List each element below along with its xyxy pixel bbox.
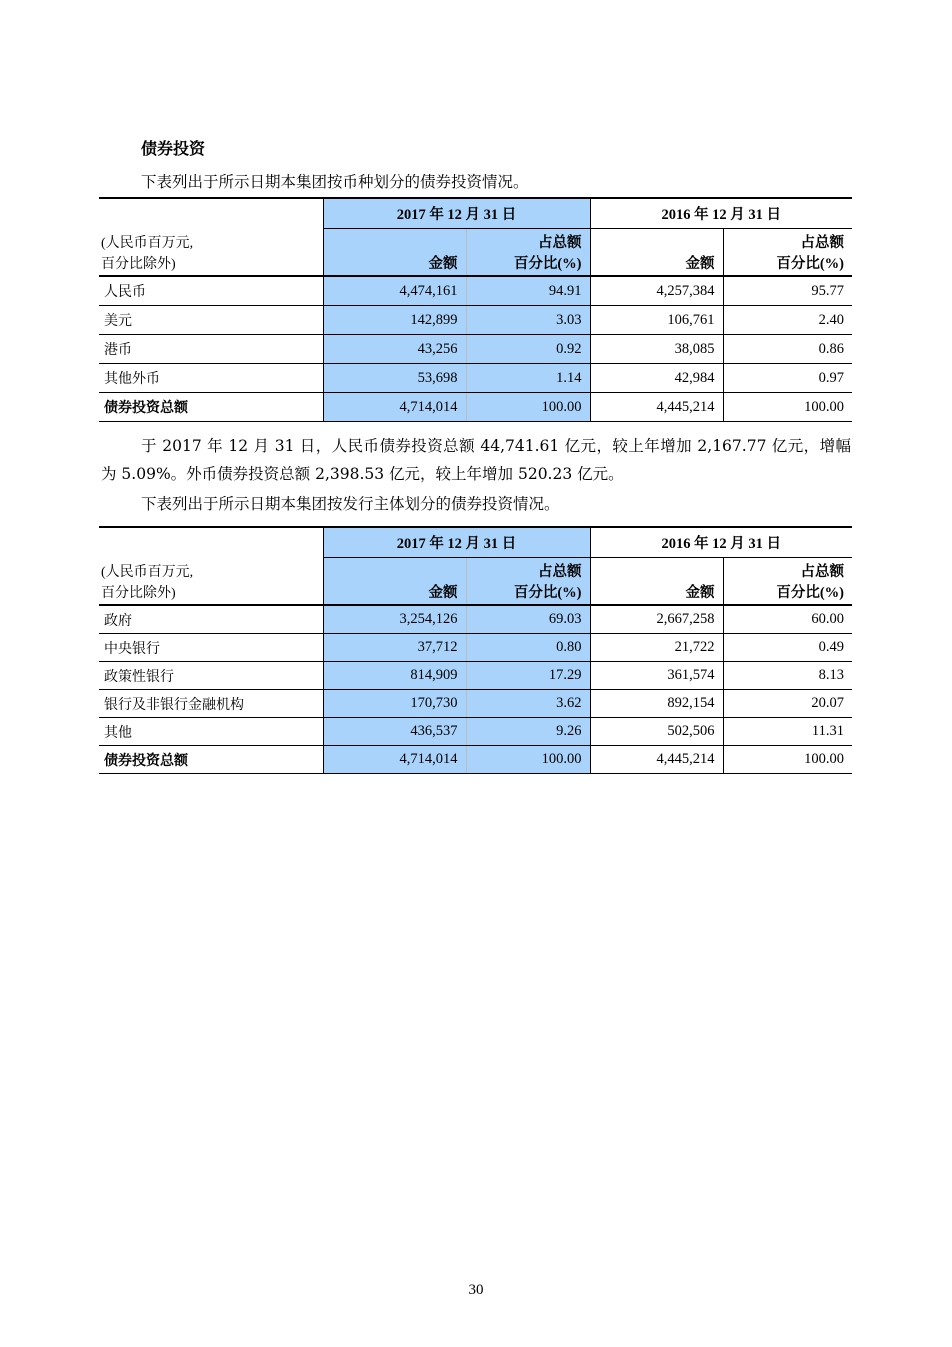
amount-2016-cell: 38,085 xyxy=(590,335,723,364)
currency-table-header xyxy=(99,198,852,276)
pct-2017-cell: 17.29 xyxy=(466,662,590,690)
pct-2017-cell: 100.00 xyxy=(466,746,590,774)
table-row xyxy=(99,605,852,634)
unit-note-line1: (人民币百万元, xyxy=(101,565,194,580)
amount-2016-cell: 502,506 xyxy=(590,718,723,746)
pct-2017-cell: 94.91 xyxy=(466,276,590,306)
pct-2016-cell: 95.77 xyxy=(723,276,852,306)
pct-2017-cell: 3.03 xyxy=(466,306,590,335)
table-row xyxy=(99,335,852,364)
table2-intro: 下表列出于所示日期本集团按发行主体划分的债券投资情况。 xyxy=(141,495,560,513)
currency-bond-table xyxy=(99,197,852,422)
amount-2017-cell: 37,712 xyxy=(323,634,466,662)
pct-2016-cell: 100.00 xyxy=(723,393,852,422)
unit-note-line2: 百分比除外) xyxy=(101,257,176,272)
pct-2016-cell: 2.40 xyxy=(723,306,852,335)
row-label: 其他 xyxy=(99,718,323,746)
amount-2016-header: 金额 xyxy=(590,229,723,277)
summary-paragraph: 于 2017 年 12 月 31 日，人民币债券投资总额 44,741.61 亿元，较上年增加 2,167.77 亿元，增幅为 5.09%。外币债券投资总额 2,398.53 亿元，较上年增加 520.23 亿元。 xyxy=(101,437,851,483)
year-2016-header: 2016 年 12 月 31 日 xyxy=(590,527,852,558)
table-row xyxy=(99,276,852,306)
year-2017-header: 2017 年 12 月 31 日 xyxy=(323,527,590,558)
row-label: 港币 xyxy=(99,335,323,364)
amount-2016-cell: 4,257,384 xyxy=(590,276,723,306)
row-label: 政府 xyxy=(99,605,323,634)
table-row xyxy=(99,634,852,662)
header-blank xyxy=(99,198,323,229)
amount-2017-cell: 53,698 xyxy=(323,364,466,393)
pct-2016-cell: 0.86 xyxy=(723,335,852,364)
table-row xyxy=(99,662,852,690)
amount-2017-cell: 170,730 xyxy=(323,690,466,718)
pct-2017-cell: 0.80 xyxy=(466,634,590,662)
amount-2017-cell: 3,254,126 xyxy=(323,605,466,634)
pct-2017-cell: 69.03 xyxy=(466,605,590,634)
pct-2017-cell: 1.14 xyxy=(466,364,590,393)
table-row xyxy=(99,306,852,335)
issuer-table-body xyxy=(99,605,852,774)
pct-2016-header-line2: 百分比(%) xyxy=(776,585,844,601)
amount-2017-cell: 142,899 xyxy=(323,306,466,335)
issuer-bond-table xyxy=(99,526,852,774)
page-number: 30 xyxy=(468,1282,484,1298)
table-row xyxy=(99,746,852,774)
amount-2016-cell: 106,761 xyxy=(590,306,723,335)
pct-2016-header-line2: 百分比(%) xyxy=(776,256,844,272)
row-label: 美元 xyxy=(99,306,323,335)
pct-2016-header-line1: 占总额 xyxy=(800,564,844,580)
table-row xyxy=(99,364,852,393)
amount-2016-cell: 42,984 xyxy=(590,364,723,393)
amount-2016-cell: 892,154 xyxy=(590,690,723,718)
currency-table-body xyxy=(99,276,852,422)
header-blank xyxy=(99,527,323,558)
pct-2016-cell: 20.07 xyxy=(723,690,852,718)
amount-2016-cell: 4,445,214 xyxy=(590,393,723,422)
amount-2017-cell: 4,474,161 xyxy=(323,276,466,306)
pct-2016-header xyxy=(723,558,852,606)
row-label: 其他外币 xyxy=(99,364,323,393)
amount-2017-header: 金额 xyxy=(323,229,466,277)
unit-note xyxy=(99,229,323,277)
table-row xyxy=(99,690,852,718)
pct-2016-header xyxy=(723,229,852,277)
unit-note xyxy=(99,558,323,606)
pct-2016-cell: 0.97 xyxy=(723,364,852,393)
pct-2017-cell: 100.00 xyxy=(466,393,590,422)
row-label: 债券投资总额 xyxy=(99,393,323,422)
row-label: 债券投资总额 xyxy=(99,746,323,774)
pct-2017-cell: 9.26 xyxy=(466,718,590,746)
table-row xyxy=(99,718,852,746)
pct-2016-cell: 8.13 xyxy=(723,662,852,690)
pct-2016-header-line1: 占总额 xyxy=(800,235,844,251)
row-label: 政策性银行 xyxy=(99,662,323,690)
amount-2016-cell: 361,574 xyxy=(590,662,723,690)
unit-note-line2: 百分比除外) xyxy=(101,586,176,601)
pct-2016-cell: 11.31 xyxy=(723,718,852,746)
pct-2016-cell: 60.00 xyxy=(723,605,852,634)
amount-2016-header: 金额 xyxy=(590,558,723,606)
pct-2017-header xyxy=(466,229,590,277)
year-2016-header: 2016 年 12 月 31 日 xyxy=(590,198,852,229)
pct-2016-cell: 100.00 xyxy=(723,746,852,774)
pct-2017-cell: 0.92 xyxy=(466,335,590,364)
row-label: 人民币 xyxy=(99,276,323,306)
amount-2017-cell: 436,537 xyxy=(323,718,466,746)
section-title: 债券投资 xyxy=(141,139,206,158)
amount-2017-header: 金额 xyxy=(323,558,466,606)
amount-2017-cell: 4,714,014 xyxy=(323,393,466,422)
row-label: 银行及非银行金融机构 xyxy=(99,690,323,718)
pct-2017-header-line1: 占总额 xyxy=(538,564,582,580)
pct-2017-header-line2: 百分比(%) xyxy=(513,256,582,272)
row-label: 中央银行 xyxy=(99,634,323,662)
pct-2016-cell: 0.49 xyxy=(723,634,852,662)
amount-2016-cell: 2,667,258 xyxy=(590,605,723,634)
issuer-table-header xyxy=(99,527,852,605)
year-2017-header: 2017 年 12 月 31 日 xyxy=(323,198,590,229)
amount-2017-cell: 43,256 xyxy=(323,335,466,364)
pct-2017-header-line2: 百分比(%) xyxy=(513,585,582,601)
unit-note-line1: (人民币百万元, xyxy=(101,236,194,251)
amount-2017-cell: 814,909 xyxy=(323,662,466,690)
amount-2016-cell: 4,445,214 xyxy=(590,746,723,774)
pct-2017-header-line1: 占总额 xyxy=(538,235,582,251)
pct-2017-header xyxy=(466,558,590,606)
pct-2017-cell: 3.62 xyxy=(466,690,590,718)
amount-2016-cell: 21,722 xyxy=(590,634,723,662)
table-row xyxy=(99,393,852,422)
amount-2017-cell: 4,714,014 xyxy=(323,746,466,774)
table1-intro: 下表列出于所示日期本集团按币种划分的债券投资情况。 xyxy=(141,173,529,191)
